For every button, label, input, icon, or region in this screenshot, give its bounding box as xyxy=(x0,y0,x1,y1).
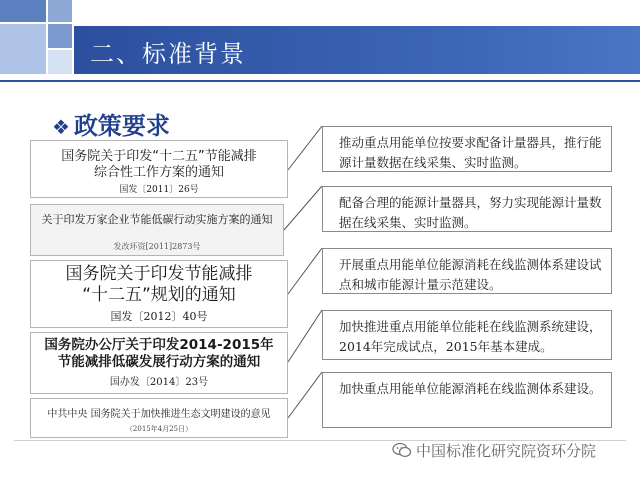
document-title-line: 国务院办公厅关于印发2014-2015年 xyxy=(44,337,274,353)
document-card xyxy=(30,332,288,394)
wechat-icon xyxy=(392,442,412,462)
connector-line xyxy=(288,248,322,294)
document-title xyxy=(31,264,287,306)
requirement-box: 加快重点用能单位能源消耗在线监测体系建设。 xyxy=(322,372,612,428)
document-card xyxy=(30,260,288,328)
document-number: （2015年4月25日） xyxy=(125,425,193,433)
document-number: 发改环资[2011]2873号 xyxy=(113,242,201,251)
document-title: 中共中央 国务院关于加快推进生态文明建设的意见 xyxy=(47,409,271,420)
connector-line xyxy=(288,372,322,418)
requirement-box: 配备合理的能源计量器具，努力实现能源计量数据在线采集、实时监测。 xyxy=(322,186,612,232)
requirement-box: 加快推进重点用能单位能耗在线监测系统建设，2014年完成试点，2015年基本建成。 xyxy=(322,310,612,360)
document-title-line: 国务院关于印发节能减排 xyxy=(65,264,253,284)
document-card xyxy=(30,398,288,438)
document-number: 国发〔2012〕40号 xyxy=(110,310,208,323)
watermark xyxy=(392,440,596,462)
document-title-line: “十二五”规划的通知 xyxy=(82,285,236,305)
section-title-text: 政策要求 xyxy=(73,112,170,140)
connector-line xyxy=(288,126,322,170)
document-title-line: 国务院关于印发“十二五”节能减排 xyxy=(61,149,257,164)
requirement-box: 开展重点用能单位能源消耗在线监测体系建设试点和城市能源计量示范建设。 xyxy=(322,248,612,294)
document-title xyxy=(31,149,287,181)
document-card xyxy=(30,140,288,198)
diamond-bullet-icon: ❖ xyxy=(52,115,70,139)
requirement-box: 推动重点用能单位按要求配备计量器具，推行能源计量数据在线采集、实时监测。 xyxy=(322,126,612,172)
document-title-line: 节能减排低碳发展行动方案的通知 xyxy=(57,354,261,370)
document-number: 国办发〔2014〕23号 xyxy=(109,377,209,388)
document-title-line: 综合性工作方案的通知 xyxy=(93,165,224,180)
page-title: 二、标准背景 xyxy=(90,40,246,68)
document-number: 国发〔2011〕26号 xyxy=(119,185,199,195)
connector-line xyxy=(284,186,322,230)
document-title xyxy=(31,337,287,371)
watermark-text: 中国标准化研究院资环分院 xyxy=(416,442,597,460)
connector-line xyxy=(288,310,322,362)
document-title: 关于印发万家企业节能低碳行动实施方案的通知 xyxy=(41,213,273,226)
document-card xyxy=(30,204,284,256)
